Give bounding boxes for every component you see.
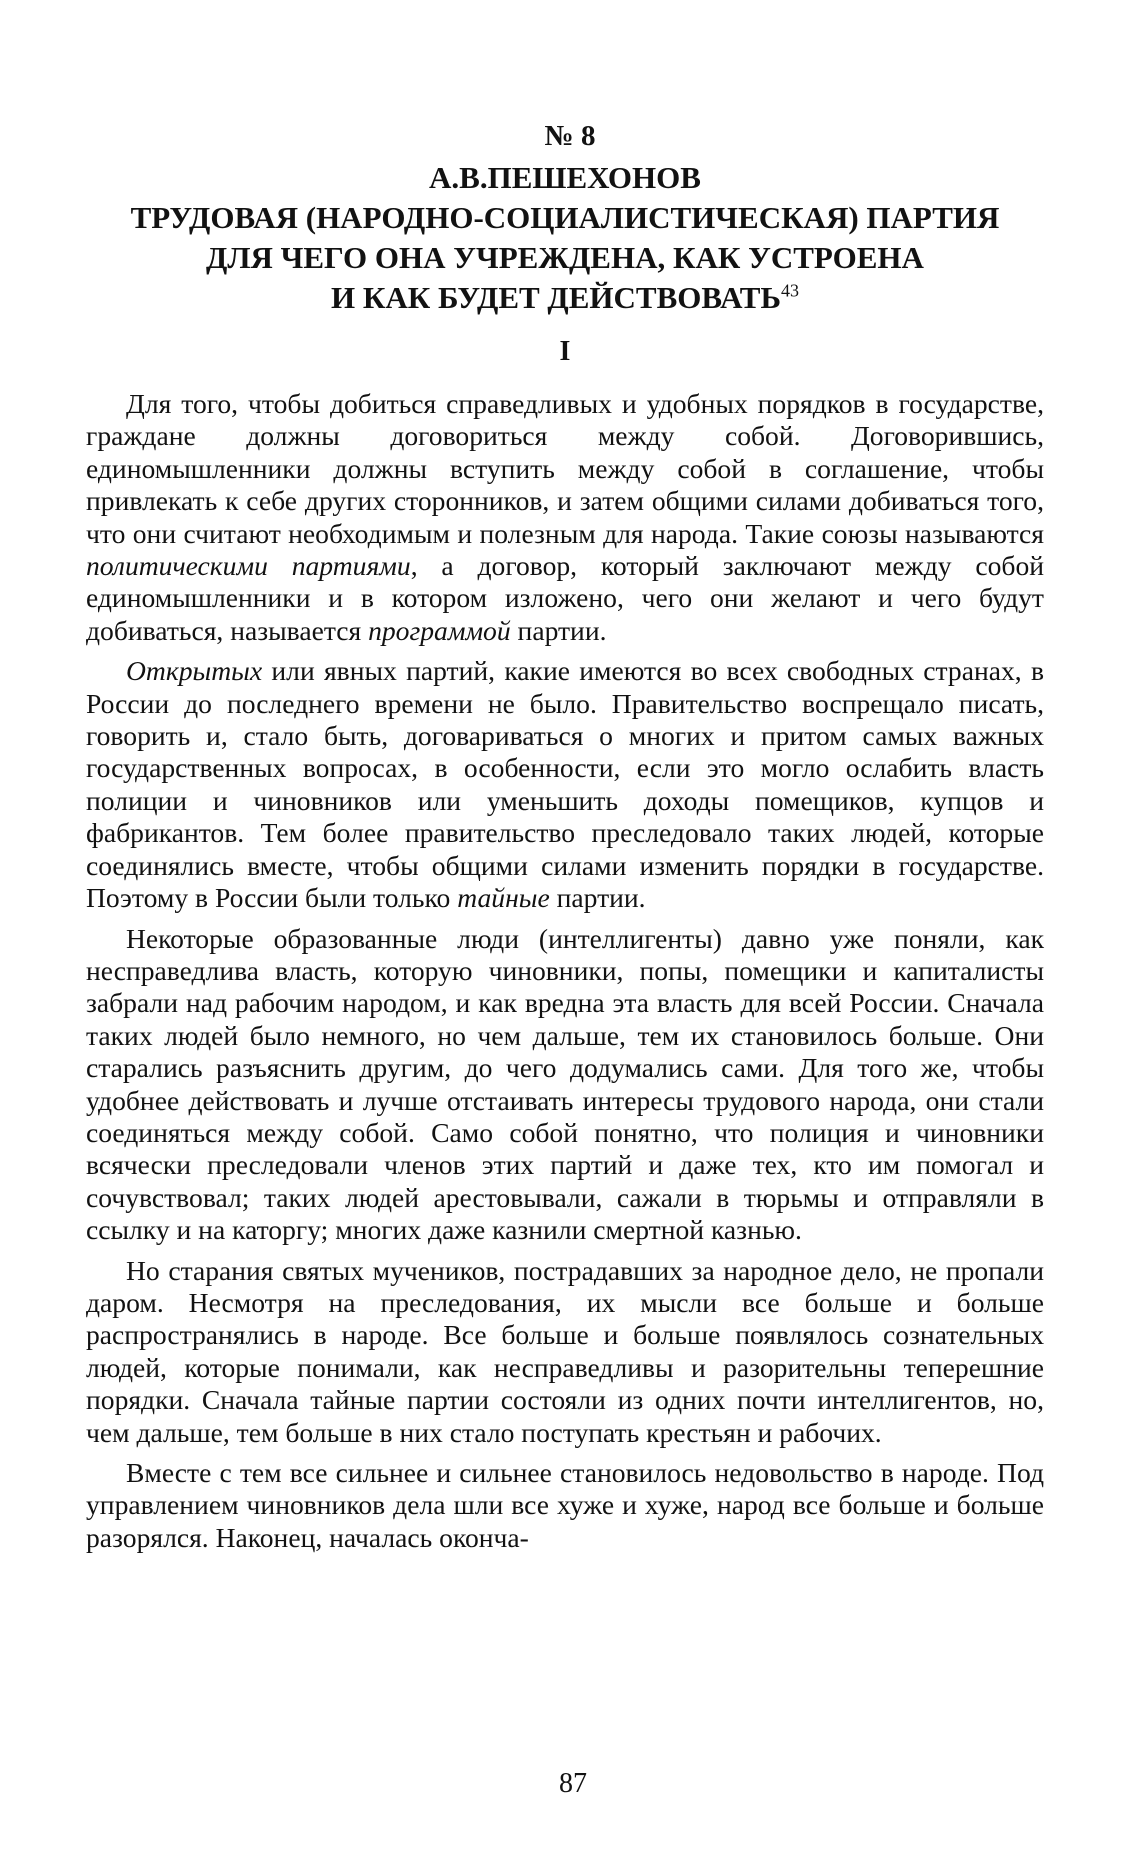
title-line-3 [86, 278, 1044, 318]
paragraph-text: Для того, чтобы добиться справедливых и удобных порядков в государстве, граждане должны договориться между собой. Договорившись, единомышленники должны вступить между собой в соглашение, чтобы привлекать к себе других сторонников, и затем общими силами добиваться того, что они считают необходимым и полезным для народа. Такие союзы называются [86, 388, 1044, 549]
paragraph-text: Некоторые образованные люди (интеллигенты) давно уже поняли, как несправедлива власть, которую чиновники, попы, помещики и капиталисты забрали над рабочим народом, и как вредна эта власть для всей России. Сначала таких людей было немного, но чем дальше, тем их становилось больше. Они старались разъяснить другим, до чего додумались сами. Для того же, чтобы удобнее действовать и лучше отстаивать интересы трудового народа, они стали соединяться между собой. Само собой понятно, что полиция и чиновники всячески преследовали членов этих партий и даже тех, кто им помогал и сочувствовал; таких людей арестовывали, сажали в тюрьмы и отправляли в ссылку и на каторгу; многих даже казнили смертной казнью. [86, 922, 1044, 1246]
document-number: № 8 [544, 120, 596, 152]
paragraph [86, 1457, 1044, 1554]
paragraph-text: партии. [549, 882, 646, 914]
emphasized-text: Открытых [126, 655, 263, 687]
emphasized-text: тайные [457, 882, 550, 914]
footnote-ref: 43 [780, 280, 799, 301]
emphasized-text: политическими партиями [86, 550, 411, 582]
emphasized-text: программой [368, 614, 511, 646]
paragraph-text: или явных партий, какие имеются во всех свободных странах, в России до последнего времени не было. Правительство воспрещало писать, говорить и, стало быть, договариваться о многих и притом самых важных государственных вопросах, в особенности, если это могло ослабить власть полиции и чиновников или уменьшить доходы помещиков, купцов и фабрикантов. Тем более правительство преследовало таких людей, которые соединялись вместе, чтобы общими силами изменить порядки в государстве. Поэтому в России были только [86, 655, 1044, 914]
paragraph-text: партии. [510, 614, 607, 646]
section-number: I [559, 336, 571, 367]
title-line-3-text: И КАК БУДЕТ ДЕЙСТВОВАТЬ [331, 280, 781, 315]
paragraph [86, 923, 1044, 1247]
title-line-2: ДЛЯ ЧЕГО ОНА УЧРЕЖДЕНА, КАК УСТРОЕНА [206, 240, 924, 275]
page-number: 87 [559, 1768, 587, 1799]
paragraph [86, 1255, 1044, 1449]
document-title [86, 198, 1044, 318]
paragraph-text: Вместе с тем все сильнее и сильнее становилось недовольство в народе. Под управлением чиновников дела шли все хуже и хуже, народ все больше и больше разорялся. Наконец, началась оконча- [86, 1457, 1044, 1553]
paragraph-text: Но старания святых мучеников, пострадавших за народное дело, не пропали даром. Несмотря на преследования, их мысли все больше и больше распространялись в народе. Все больше и больше появлялось сознательных людей, которые понимали, как несправедливы и разорительны теперешние порядки. Сначала тайные партии состояли из одних почти интеллигентов, но, чем дальше, тем больше в них стало поступать крестьян и рабочих. [86, 1254, 1044, 1448]
document-heading [86, 118, 1044, 318]
paragraph-text: , а договор, который заключают между собой единомышленники и в котором изложено, чего они желают и чего будут добиваться, называется [86, 550, 1045, 646]
paragraph [86, 388, 1044, 647]
author-name: А.В.ПЕШЕХОНОВ [429, 160, 701, 195]
body-text [86, 388, 1044, 1554]
title-line-1: ТРУДОВАЯ (НАРОДНО-СОЦИАЛИСТИЧЕСКАЯ) ПАРТИЯ [130, 200, 1000, 235]
paragraph [86, 655, 1044, 914]
